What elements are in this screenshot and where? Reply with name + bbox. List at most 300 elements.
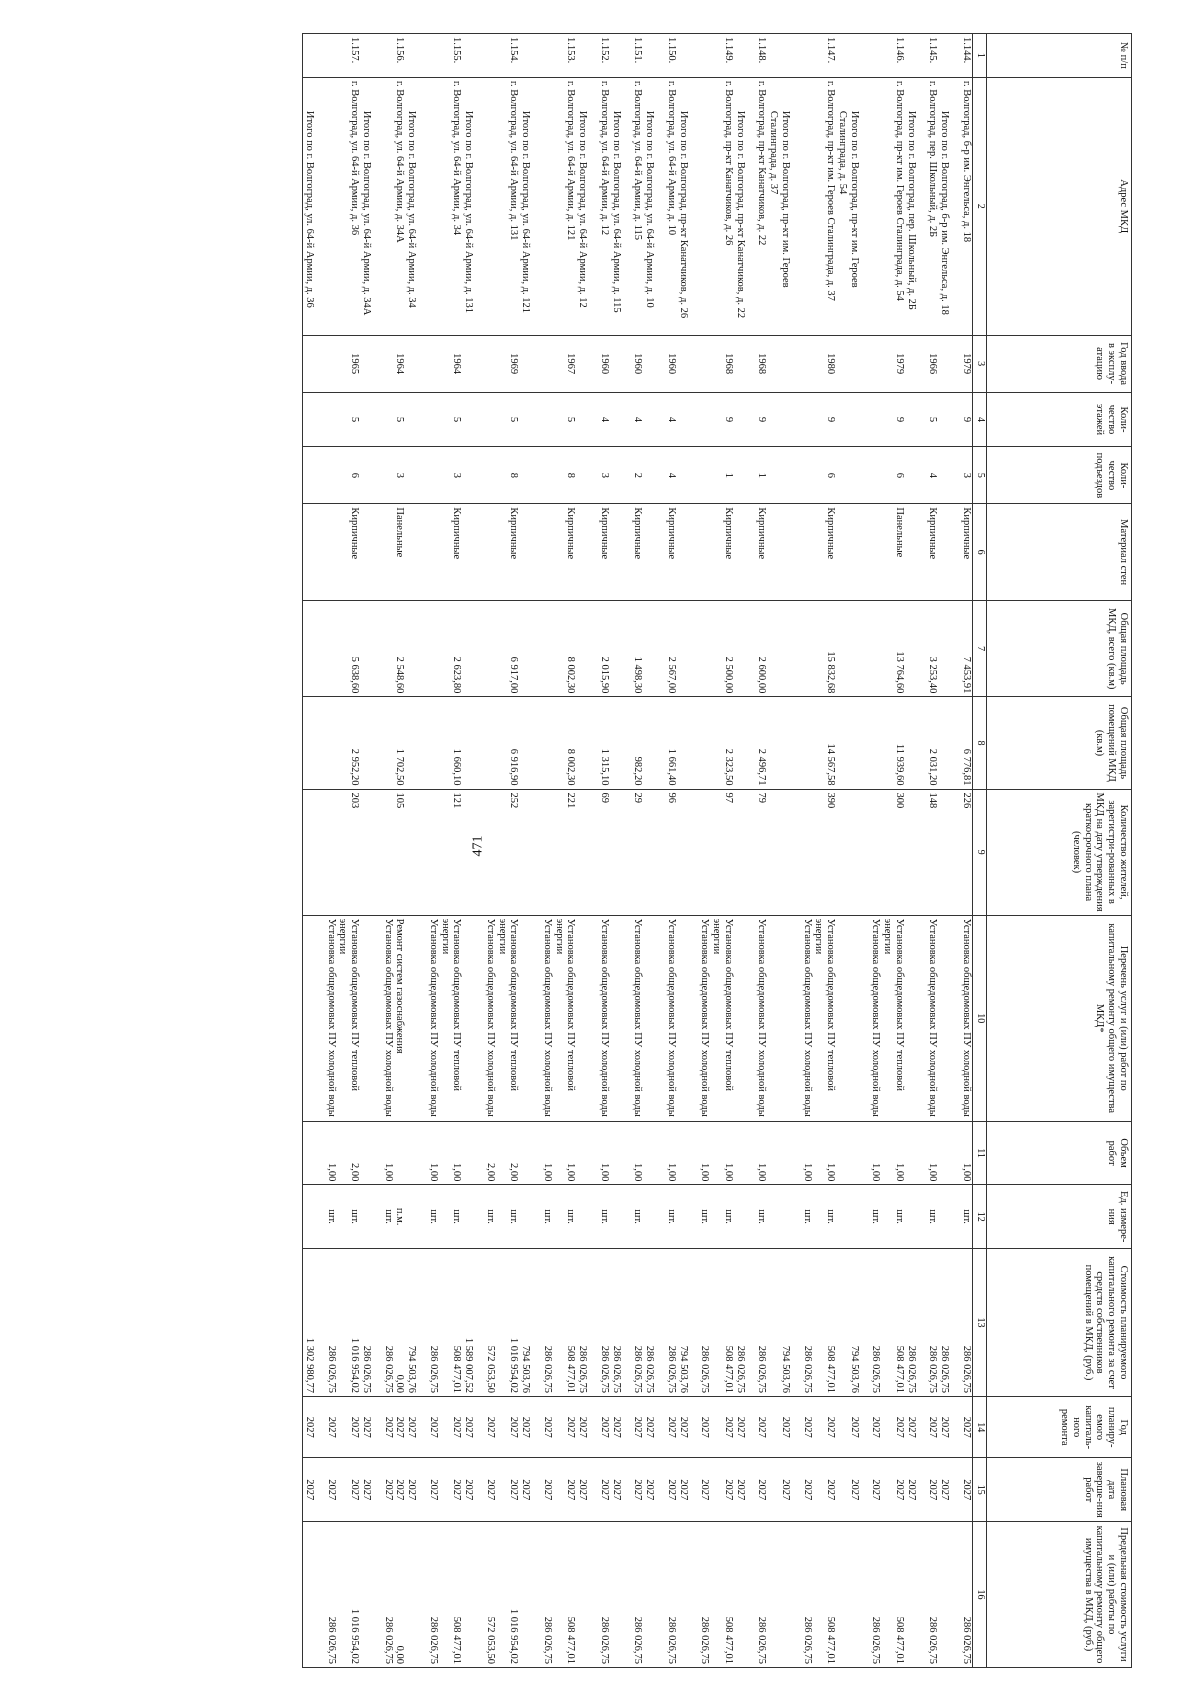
cell-c13: 794 503,76 <box>768 1248 802 1396</box>
cell-c6: Кирпичные <box>632 504 644 601</box>
cell-c1 <box>677 34 699 78</box>
cell-c10: Установка общедомовых ПУ тепловой энергии <box>553 915 577 1121</box>
cell-c4: 5 <box>927 392 939 447</box>
cell-c1 <box>520 34 542 78</box>
cell-c7: 2 015,90 <box>598 600 610 697</box>
cell-c10 <box>610 915 632 1121</box>
cell-c6: Кирпичные <box>927 504 939 601</box>
cell-c2: г. Волгоград, б-р им. Энгельса, д. 18 <box>960 77 972 335</box>
cell-c10: Ремонт систем газоснабжения <box>394 915 406 1121</box>
cell-c11: 1,00 <box>756 1121 768 1185</box>
table-row <box>870 34 882 1668</box>
cell-c7: 2 600,00 <box>756 600 768 697</box>
cell-c9: 96 <box>665 789 677 915</box>
cell-c12: шт. <box>427 1185 439 1249</box>
cell-c9 <box>677 789 699 915</box>
cell-c10 <box>463 915 485 1121</box>
cell-c3: 1979 <box>960 335 972 392</box>
cell-c12: шт. <box>484 1185 496 1249</box>
cell-c1: 1.155. <box>439 34 463 78</box>
cell-c4 <box>406 392 428 447</box>
header-cell: Материал стен <box>987 504 1132 601</box>
cell-c12 <box>463 1185 485 1249</box>
cell-c15: 2027 <box>960 1458 972 1522</box>
cell-c5 <box>768 447 802 504</box>
cell-c16 <box>303 1522 325 1668</box>
cell-c10: Установка общедомовых ПУ холодной воды <box>665 915 677 1121</box>
cell-c13: 286 026,75 <box>801 1248 813 1396</box>
cell-c2: г. Волгоград, ул. 64-й Армии, д. 121 <box>553 77 577 335</box>
cell-c6 <box>520 504 542 601</box>
column-number: 16 <box>973 1522 987 1668</box>
table-row <box>813 34 837 1668</box>
cell-c10: Установка общедомовых ПУ холодной воды <box>756 915 768 1121</box>
cell-c13: 508 477,01 <box>882 1248 906 1396</box>
cell-c14: 2027 <box>632 1397 644 1458</box>
cell-c6 <box>734 504 756 601</box>
cell-c9: 221 <box>553 789 577 915</box>
cell-c12 <box>360 1185 382 1249</box>
cell-c16: 508 477,01 <box>813 1522 837 1668</box>
cell-c7: 6 917,00 <box>496 600 520 697</box>
cell-c16 <box>406 1522 428 1668</box>
cell-c1 <box>541 34 553 78</box>
column-number: 15 <box>973 1458 987 1522</box>
cell-c5: 2 <box>632 447 644 504</box>
cell-c5: 4 <box>927 447 939 504</box>
cell-c4 <box>801 392 813 447</box>
header-cell: Стоимость планируемого капитального ремонта за счет средств собственников помещений в МКД, (руб.) <box>987 1248 1132 1396</box>
cell-c6 <box>644 504 666 601</box>
cell-c7: 2 548,60 <box>394 600 406 697</box>
cell-c16 <box>610 1522 632 1668</box>
cell-c1 <box>406 34 428 78</box>
column-number: 9 <box>973 789 987 915</box>
cell-c3 <box>801 335 813 392</box>
column-number: 7 <box>973 600 987 697</box>
column-number-row <box>973 34 987 1668</box>
header-cell: Коли-чество подъездов <box>987 447 1132 504</box>
cell-c12: шт. <box>496 1185 520 1249</box>
cell-c8 <box>677 697 699 789</box>
table-row <box>394 34 406 1668</box>
cell-c2: г. Волгоград, ул. 64-й Армии, д. 34 <box>439 77 463 335</box>
rotated-table-container <box>47 33 1132 1668</box>
cell-c6 <box>577 504 599 601</box>
cell-c15: 2027 <box>484 1458 496 1522</box>
header-cell: Ед. измере-ния <box>987 1185 1132 1249</box>
cell-c9 <box>303 789 325 915</box>
cell-c1: 1.154. <box>496 34 520 78</box>
cell-c7: 5 638,60 <box>337 600 361 697</box>
cell-c14: 2027 <box>768 1397 802 1458</box>
cell-c15: 2027 <box>756 1458 768 1522</box>
total-row <box>520 34 542 1668</box>
cell-c4 <box>303 392 325 447</box>
total-row <box>644 34 666 1668</box>
cell-c6: Кирпичные <box>496 504 520 601</box>
cell-c1: 1.149. <box>711 34 735 78</box>
cell-c3: 1965 <box>337 335 361 392</box>
cell-c9 <box>836 789 870 915</box>
cell-c14: 2027 <box>303 1397 325 1458</box>
cell-c15: 2027 <box>394 1458 406 1522</box>
cell-c14: 2027 <box>553 1397 577 1458</box>
table-row <box>756 34 768 1668</box>
cell-c9 <box>870 789 882 915</box>
cell-c1: 1.148. <box>756 34 768 78</box>
cell-c16: 286 026,75 <box>598 1522 610 1668</box>
cell-c15: 2027 <box>337 1458 361 1522</box>
cell-c15: 2027 <box>711 1458 735 1522</box>
cell-c15: 2027 <box>734 1458 756 1522</box>
cell-c2: г. Волгоград, ул. 64-й Армии, д. 34А <box>394 77 406 335</box>
cell-c15: 2027 <box>463 1458 485 1522</box>
cell-c7 <box>870 600 882 697</box>
cell-c16: 286 026,75 <box>870 1522 882 1668</box>
cell-c5 <box>734 447 756 504</box>
cell-c9 <box>699 789 711 915</box>
cell-c11: 1,00 <box>960 1121 972 1185</box>
cell-c13: 794 503,76 <box>520 1248 542 1396</box>
cell-c9 <box>463 789 485 915</box>
cell-c3 <box>382 335 394 392</box>
table-row <box>882 34 906 1668</box>
cell-c7 <box>541 600 553 697</box>
cell-c1 <box>734 34 756 78</box>
cell-c7 <box>768 600 802 697</box>
cell-c14: 2027 <box>813 1397 837 1458</box>
cell-c1 <box>699 34 711 78</box>
cell-c11: 2,00 <box>337 1121 361 1185</box>
cell-c2: Итого по г. Волгоград, пер. Школьный, д. 2Б <box>905 77 927 335</box>
cell-c13: 286 026,75 <box>665 1248 677 1396</box>
cell-c15: 2027 <box>939 1458 961 1522</box>
cell-c11 <box>303 1121 325 1185</box>
cell-c13: 286 026,75 <box>870 1248 882 1396</box>
cell-c4 <box>699 392 711 447</box>
cell-c5: 3 <box>439 447 463 504</box>
cell-c3 <box>870 335 882 392</box>
cell-c16 <box>768 1522 802 1668</box>
cell-c6: Кирпичные <box>598 504 610 601</box>
cell-c13: 286 026,75 <box>644 1248 666 1396</box>
cell-c7 <box>577 600 599 697</box>
header-cell: Год планиру-емого капиталь-ного ремонта <box>987 1397 1132 1458</box>
cell-c16: 286 026,75 <box>541 1522 553 1668</box>
header-cell: Количество жителей, зарегистри-рованных в МКД на дату утверждения краткосрочного плана (человек) <box>987 789 1132 915</box>
cell-c8 <box>303 697 325 789</box>
cell-c8: 1 661,40 <box>665 697 677 789</box>
header-cell: № п/п <box>987 34 1132 78</box>
cell-c7 <box>734 600 756 697</box>
cell-c5 <box>463 447 485 504</box>
cell-c14: 2027 <box>394 1397 406 1458</box>
cell-c2: г. Волгоград, пр-кт им. Героев Сталинграда, д. 37 <box>813 77 837 335</box>
cell-c4: 5 <box>394 392 406 447</box>
cell-c1 <box>939 34 961 78</box>
cell-c2: Итого по г. Волгоград, пр-кт Канатчиков, д. 26 <box>677 77 699 335</box>
cell-c3: 1964 <box>439 335 463 392</box>
cell-c6 <box>610 504 632 601</box>
cell-c8 <box>406 697 428 789</box>
cell-c6 <box>484 504 496 601</box>
column-number: 4 <box>973 392 987 447</box>
cell-c1 <box>905 34 927 78</box>
cell-c1 <box>768 34 802 78</box>
cell-c9 <box>801 789 813 915</box>
cell-c9: 148 <box>927 789 939 915</box>
cell-c4 <box>905 392 927 447</box>
header-cell: Общая площадь МКД, всего (кв.м) <box>987 600 1132 697</box>
cell-c10: Установка общедомовых ПУ холодной воды <box>927 915 939 1121</box>
cell-c15: 2027 <box>496 1458 520 1522</box>
cell-c16 <box>939 1522 961 1668</box>
cell-c7 <box>463 600 485 697</box>
cell-c11: 1,00 <box>665 1121 677 1185</box>
cell-c9 <box>520 789 542 915</box>
cell-c10: Установка общедомовых ПУ холодной воды <box>484 915 496 1121</box>
cell-c3: 1980 <box>813 335 837 392</box>
table-row <box>927 34 939 1668</box>
cell-c15: 2027 <box>439 1458 463 1522</box>
cell-c4 <box>427 392 439 447</box>
cell-c14: 2027 <box>577 1397 599 1458</box>
cell-c4 <box>734 392 756 447</box>
cell-c7: 13 764,60 <box>882 600 906 697</box>
cell-c5: 6 <box>813 447 837 504</box>
column-number: 5 <box>973 447 987 504</box>
cell-c13: 286 026,75 <box>734 1248 756 1396</box>
cell-c9: 252 <box>496 789 520 915</box>
cell-c12: шт. <box>439 1185 463 1249</box>
cell-c7 <box>677 600 699 697</box>
cell-c6: Панельные <box>882 504 906 601</box>
cell-c12 <box>677 1185 699 1249</box>
cell-c11: 1,00 <box>870 1121 882 1185</box>
cell-c11: 1,00 <box>711 1121 735 1185</box>
cell-c6: Кирпичные <box>711 504 735 601</box>
cell-c3 <box>836 335 870 392</box>
cell-c10: Установка общедомовых ПУ холодной воды <box>427 915 439 1121</box>
cell-c9 <box>610 789 632 915</box>
cell-c6 <box>836 504 870 601</box>
cell-c6: Кирпичные <box>813 504 837 601</box>
cell-c6 <box>406 504 428 601</box>
cell-c10 <box>360 915 382 1121</box>
cell-c9: 69 <box>598 789 610 915</box>
cell-c11 <box>360 1121 382 1185</box>
column-number: 6 <box>973 504 987 601</box>
cell-c4 <box>870 392 882 447</box>
cell-c8: 8 002,30 <box>553 697 577 789</box>
cell-c14: 2027 <box>644 1397 666 1458</box>
cell-c13: 286 026,75 <box>541 1248 553 1396</box>
cell-c13: 1 589 007,52 <box>463 1248 485 1396</box>
table-row <box>598 34 610 1668</box>
cell-c15: 2027 <box>836 1458 870 1522</box>
cell-c2: Итого по г. Волгоград, ул. 64-й Армии, д. 121 <box>520 77 542 335</box>
total-row <box>677 34 699 1668</box>
cell-c6 <box>905 504 927 601</box>
cell-c9: 390 <box>813 789 837 915</box>
cell-c15: 2027 <box>427 1458 439 1522</box>
table-row <box>382 34 394 1668</box>
cell-c11: 1,00 <box>382 1121 394 1185</box>
cell-c9: 79 <box>756 789 768 915</box>
cell-c8 <box>520 697 542 789</box>
cell-c10 <box>768 915 802 1121</box>
cell-c2 <box>427 77 439 335</box>
cell-c3 <box>427 335 439 392</box>
cell-c13: 508 477,01 <box>711 1248 735 1396</box>
cell-c2: г. Волгоград, ул. 64-й Армии, д. 131 <box>496 77 520 335</box>
cell-c7 <box>801 600 813 697</box>
cell-c16: 286 026,75 <box>427 1522 439 1668</box>
cell-c14: 2027 <box>520 1397 542 1458</box>
cell-c6 <box>303 504 325 601</box>
cell-c15: 2027 <box>303 1458 325 1522</box>
cell-c15: 2027 <box>927 1458 939 1522</box>
cell-c13: 794 503,76 <box>677 1248 699 1396</box>
capital-repair-table <box>302 33 1132 1668</box>
cell-c14: 2027 <box>665 1397 677 1458</box>
cell-c14: 2027 <box>541 1397 553 1458</box>
header-cell: Адрес МКД <box>987 77 1132 335</box>
cell-c16: 286 026,75 <box>632 1522 644 1668</box>
cell-c13: 286 026,75 <box>382 1248 394 1396</box>
cell-c16: 508 477,01 <box>882 1522 906 1668</box>
cell-c11 <box>768 1121 802 1185</box>
cell-c5 <box>939 447 961 504</box>
cell-c2: Итого по г. Волгоград, ул. 64-й Армии, д. 12 <box>577 77 599 335</box>
cell-c5 <box>870 447 882 504</box>
cell-c2 <box>870 77 882 335</box>
column-number: 11 <box>973 1121 987 1185</box>
cell-c8 <box>699 697 711 789</box>
cell-c5 <box>406 447 428 504</box>
cell-c8: 1 702,50 <box>394 697 406 789</box>
cell-c9 <box>905 789 927 915</box>
cell-c2 <box>699 77 711 335</box>
cell-c8 <box>836 697 870 789</box>
cell-c11 <box>577 1121 599 1185</box>
column-number: 3 <box>973 335 987 392</box>
cell-c1 <box>463 34 485 78</box>
cell-c14: 2027 <box>939 1397 961 1458</box>
cell-c15: 2027 <box>325 1458 337 1522</box>
cell-c15: 2027 <box>905 1458 927 1522</box>
cell-c11: 1,00 <box>927 1121 939 1185</box>
cell-c7 <box>699 600 711 697</box>
cell-c2: Итого по г. Волгоград, пр-кт Канатчиков, д. 22 <box>734 77 756 335</box>
cell-c2: г. Волгоград, ул. 64-й Армии, д. 36 <box>337 77 361 335</box>
cell-c3 <box>677 335 699 392</box>
cell-c12: шт. <box>756 1185 768 1249</box>
cell-c15: 2027 <box>699 1458 711 1522</box>
cell-c14: 2027 <box>427 1397 439 1458</box>
cell-c5: 4 <box>665 447 677 504</box>
cell-c13: 794 503,76 <box>406 1248 428 1396</box>
cell-c8 <box>939 697 961 789</box>
cell-c15: 2027 <box>677 1458 699 1522</box>
cell-c15: 2027 <box>632 1458 644 1522</box>
cell-c1 <box>484 34 496 78</box>
cell-c6: Панельные <box>394 504 406 601</box>
cell-c14: 2027 <box>677 1397 699 1458</box>
cell-c16 <box>520 1522 542 1668</box>
cell-c1: 1.151. <box>632 34 644 78</box>
cell-c1 <box>644 34 666 78</box>
cell-c6 <box>360 504 382 601</box>
cell-c4 <box>644 392 666 447</box>
cell-c11: 1,00 <box>882 1121 906 1185</box>
cell-c1 <box>427 34 439 78</box>
cell-c3 <box>463 335 485 392</box>
total-row <box>939 34 961 1668</box>
cell-c12: шт. <box>337 1185 361 1249</box>
cell-c9 <box>734 789 756 915</box>
cell-c9 <box>325 789 337 915</box>
cell-c16: 508 477,01 <box>711 1522 735 1668</box>
cell-c2: г. Волгоград, ул. 64-й Армии, д. 115 <box>632 77 644 335</box>
cell-c9: 121 <box>439 789 463 915</box>
column-number: 8 <box>973 697 987 789</box>
cell-c13: 286 026,75 <box>756 1248 768 1396</box>
cell-c13: 286 026,75 <box>577 1248 599 1396</box>
cell-c13: 572 053,50 <box>484 1248 496 1396</box>
cell-c6 <box>870 504 882 601</box>
cell-c15: 2027 <box>813 1458 837 1522</box>
table-row <box>632 34 644 1668</box>
cell-c5: 6 <box>882 447 906 504</box>
cell-c5 <box>520 447 542 504</box>
cell-c16: 0,00 <box>394 1522 406 1668</box>
total-row <box>734 34 756 1668</box>
header-cell: Перечень услуг и (или) работ по капитальному ремонту общего имущества МКД* <box>987 915 1132 1121</box>
cell-c3 <box>734 335 756 392</box>
cell-c16 <box>644 1522 666 1668</box>
cell-c9 <box>382 789 394 915</box>
cell-c8 <box>541 697 553 789</box>
cell-c14: 2027 <box>325 1397 337 1458</box>
cell-c5 <box>484 447 496 504</box>
cell-c5: 3 <box>960 447 972 504</box>
cell-c1: 1.152. <box>598 34 610 78</box>
header-cell: Объем работ <box>987 1121 1132 1185</box>
cell-c15: 2027 <box>768 1458 802 1522</box>
cell-c3 <box>610 335 632 392</box>
cell-c13: 286 026,75 <box>699 1248 711 1396</box>
cell-c4 <box>677 392 699 447</box>
cell-c5 <box>699 447 711 504</box>
cell-c12: п.м. <box>394 1185 406 1249</box>
cell-c11 <box>610 1121 632 1185</box>
cell-c12: шт. <box>665 1185 677 1249</box>
cell-c3: 1966 <box>927 335 939 392</box>
cell-c4: 5 <box>553 392 577 447</box>
cell-c13: 794 503,76 <box>836 1248 870 1396</box>
cell-c5 <box>577 447 599 504</box>
cell-c9 <box>406 789 428 915</box>
cell-c4: 9 <box>813 392 837 447</box>
cell-c3: 1960 <box>598 335 610 392</box>
cell-c7 <box>644 600 666 697</box>
cell-c3 <box>699 335 711 392</box>
cell-c13: 286 026,75 <box>632 1248 644 1396</box>
cell-c13: 508 477,01 <box>439 1248 463 1396</box>
cell-c2 <box>382 77 394 335</box>
